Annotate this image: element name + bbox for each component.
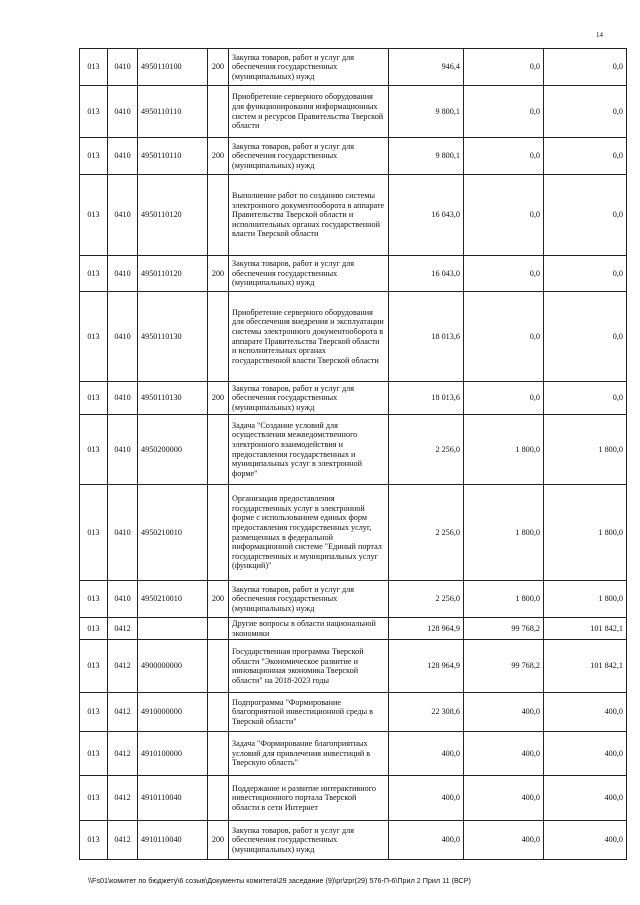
expense-type-cell: 200 xyxy=(208,256,229,292)
target-article-cell: 4910110040 xyxy=(138,776,208,821)
item-name-cell: Организация предоставления государственных услуг в электронной форме с использованием единых форм предоставления государственных услуг, размещенных в федеральной информационной системе "Единый портал государственных и муниципальных услуг (функций)" xyxy=(229,485,389,581)
table-row xyxy=(80,640,627,693)
table-row xyxy=(80,581,627,618)
item-name-cell: Закупка товаров, работ и услуг для обеспечения государственных (муниципальных) нужд xyxy=(229,138,389,175)
code-cell: 013 xyxy=(80,256,108,292)
target-article-cell: 4950110100 xyxy=(138,49,208,86)
table-row xyxy=(80,821,627,860)
sum-col2-cell: 1 800,0 xyxy=(464,485,544,581)
expense-type-cell: 200 xyxy=(208,382,229,415)
item-name-cell: Приобретение серверного оборудования для функционирования информационных систем и ресурсов Правительства Тверской области xyxy=(229,86,389,138)
section-cell: 0410 xyxy=(108,485,138,581)
item-name-cell: Задача "Создание условий для осуществления межведомственного электронного взаимодействия и предоставления государственных и муниципальных услуг в электронной форме" xyxy=(229,415,389,485)
section-cell: 0410 xyxy=(108,175,138,256)
code-cell: 013 xyxy=(80,618,108,640)
sum-col2-cell: 400,0 xyxy=(464,821,544,860)
sum-col1-cell: 18 013,6 xyxy=(389,292,464,382)
table-row xyxy=(80,175,627,256)
item-name-cell: Подпрограмма "Формирование благоприятной инвестиционной среды в Тверской области" xyxy=(229,693,389,732)
sum-col1-cell: 128 964,9 xyxy=(389,640,464,693)
item-name-cell: Государственная программа Тверской области "Экономическое развитие и инновационная экономика Тверской области" на 2018-2023 годы xyxy=(229,640,389,693)
target-article-cell: 4910000000 xyxy=(138,693,208,732)
sum-col3-cell: 1 800,0 xyxy=(544,485,627,581)
target-article-cell xyxy=(138,618,208,640)
code-cell: 013 xyxy=(80,732,108,776)
expense-type-cell: 200 xyxy=(208,138,229,175)
sum-col2-cell: 400,0 xyxy=(464,693,544,732)
section-cell: 0410 xyxy=(108,256,138,292)
sum-col1-cell: 400,0 xyxy=(389,821,464,860)
sum-col1-cell: 18 013,6 xyxy=(389,382,464,415)
sum-col1-cell: 2 256,0 xyxy=(389,581,464,618)
code-cell: 013 xyxy=(80,86,108,138)
page-number: 14 xyxy=(596,31,603,39)
code-cell: 013 xyxy=(80,821,108,860)
sum-col1-cell: 946,4 xyxy=(389,49,464,86)
sum-col3-cell: 0,0 xyxy=(544,256,627,292)
table-row xyxy=(80,382,627,415)
expense-type-cell xyxy=(208,175,229,256)
table-row xyxy=(80,693,627,732)
table-row xyxy=(80,86,627,138)
table-row xyxy=(80,256,627,292)
footer-file-path: \\Fs01\комитет по бюджету\6 созыв\Документы комитета\29 заседание (9)\pr\zpr(29) 576-П-6\Прил 2 Прил 11 (ВСР) xyxy=(88,876,471,885)
table-row xyxy=(80,415,627,485)
sum-col3-cell: 1 800,0 xyxy=(544,581,627,618)
section-cell: 0410 xyxy=(108,86,138,138)
item-name-cell: Поддержание и развитие интерактивного инвестиционного портала Тверской области в сети Интернет xyxy=(229,776,389,821)
sum-col3-cell: 0,0 xyxy=(544,292,627,382)
expense-type-cell xyxy=(208,732,229,776)
code-cell: 013 xyxy=(80,693,108,732)
item-name-cell: Задача "Формирование благоприятных условий для привлечения инвестиций в Тверскую область" xyxy=(229,732,389,776)
sum-col1-cell: 2 256,0 xyxy=(389,415,464,485)
sum-col2-cell: 0,0 xyxy=(464,256,544,292)
item-name-cell: Выполнение работ по созданию системы электронного документооборота в аппарате Правительства Тверской области и исполнительных органах государственной власти Тверской области xyxy=(229,175,389,256)
sum-col3-cell: 400,0 xyxy=(544,693,627,732)
table-row xyxy=(80,776,627,821)
expense-type-cell: 200 xyxy=(208,821,229,860)
section-cell: 0410 xyxy=(108,581,138,618)
section-cell: 0412 xyxy=(108,732,138,776)
sum-col2-cell: 0,0 xyxy=(464,175,544,256)
sum-col2-cell: 0,0 xyxy=(464,49,544,86)
sum-col1-cell: 128 964,9 xyxy=(389,618,464,640)
code-cell: 013 xyxy=(80,776,108,821)
target-article-cell: 4950110130 xyxy=(138,292,208,382)
sum-col3-cell: 0,0 xyxy=(544,49,627,86)
code-cell: 013 xyxy=(80,49,108,86)
sum-col1-cell: 2 256,0 xyxy=(389,485,464,581)
section-cell: 0410 xyxy=(108,138,138,175)
code-cell: 013 xyxy=(80,415,108,485)
sum-col2-cell: 99 768,2 xyxy=(464,640,544,693)
sum-col3-cell: 0,0 xyxy=(544,382,627,415)
code-cell: 013 xyxy=(80,175,108,256)
sum-col2-cell: 1 800,0 xyxy=(464,581,544,618)
sum-col3-cell: 400,0 xyxy=(544,776,627,821)
target-article-cell: 4950210010 xyxy=(138,581,208,618)
expense-type-cell: 200 xyxy=(208,49,229,86)
table-row xyxy=(80,485,627,581)
section-cell: 0412 xyxy=(108,776,138,821)
code-cell: 013 xyxy=(80,485,108,581)
item-name-cell: Приобретение серверного оборудования для обеспечения внедрения и эксплуатации системы электронного документооборота в аппарате Правительства Тверской области и исполнительных органах государственной власти Тверской области xyxy=(229,292,389,382)
section-cell: 0410 xyxy=(108,415,138,485)
sum-col1-cell: 400,0 xyxy=(389,776,464,821)
table-row xyxy=(80,138,627,175)
sum-col3-cell: 400,0 xyxy=(544,821,627,860)
expense-type-cell xyxy=(208,485,229,581)
sum-col1-cell: 400,0 xyxy=(389,732,464,776)
item-name-cell: Закупка товаров, работ и услуг для обеспечения государственных (муниципальных) нужд xyxy=(229,256,389,292)
section-cell: 0412 xyxy=(108,618,138,640)
sum-col1-cell: 22 308,6 xyxy=(389,693,464,732)
item-name-cell: Закупка товаров, работ и услуг для обеспечения государственных (муниципальных) нужд xyxy=(229,382,389,415)
sum-col3-cell: 0,0 xyxy=(544,86,627,138)
code-cell: 013 xyxy=(80,382,108,415)
sum-col1-cell: 16 043,0 xyxy=(389,256,464,292)
target-article-cell: 4950200000 xyxy=(138,415,208,485)
sum-col3-cell: 0,0 xyxy=(544,175,627,256)
expense-type-cell xyxy=(208,618,229,640)
section-cell: 0412 xyxy=(108,821,138,860)
sum-col1-cell: 16 043,0 xyxy=(389,175,464,256)
sum-col2-cell: 0,0 xyxy=(464,382,544,415)
item-name-cell: Закупка товаров, работ и услуг для обеспечения государственных (муниципальных) нужд xyxy=(229,821,389,860)
table-row xyxy=(80,49,627,86)
section-cell: 0412 xyxy=(108,640,138,693)
table-row xyxy=(80,732,627,776)
sum-col2-cell: 0,0 xyxy=(464,86,544,138)
section-cell: 0410 xyxy=(108,382,138,415)
item-name-cell: Другие вопросы в области национальной экономики xyxy=(229,618,389,640)
code-cell: 013 xyxy=(80,640,108,693)
expense-type-cell xyxy=(208,415,229,485)
section-cell: 0410 xyxy=(108,292,138,382)
table-row xyxy=(80,618,627,640)
expense-type-cell xyxy=(208,693,229,732)
item-name-cell: Закупка товаров, работ и услуг для обеспечения государственных (муниципальных) нужд xyxy=(229,49,389,86)
table-row xyxy=(80,292,627,382)
table-body xyxy=(80,49,627,860)
sum-col3-cell: 400,0 xyxy=(544,732,627,776)
expense-type-cell xyxy=(208,640,229,693)
target-article-cell: 4950110110 xyxy=(138,86,208,138)
target-article-cell: 4950110130 xyxy=(138,382,208,415)
sum-col3-cell: 101 842,1 xyxy=(544,640,627,693)
code-cell: 013 xyxy=(80,581,108,618)
sum-col1-cell: 9 800,1 xyxy=(389,138,464,175)
expense-type-cell xyxy=(208,86,229,138)
expense-type-cell: 200 xyxy=(208,581,229,618)
target-article-cell: 4910110040 xyxy=(138,821,208,860)
target-article-cell: 4950210010 xyxy=(138,485,208,581)
sum-col3-cell: 1 800,0 xyxy=(544,415,627,485)
sum-col3-cell: 0,0 xyxy=(544,138,627,175)
item-name-cell: Закупка товаров, работ и услуг для обеспечения государственных (муниципальных) нужд xyxy=(229,581,389,618)
target-article-cell: 4950110110 xyxy=(138,138,208,175)
sum-col2-cell: 400,0 xyxy=(464,732,544,776)
sum-col1-cell: 9 800,1 xyxy=(389,86,464,138)
sum-col2-cell: 99 768,2 xyxy=(464,618,544,640)
target-article-cell: 4950110120 xyxy=(138,175,208,256)
code-cell: 013 xyxy=(80,138,108,175)
budget-table xyxy=(79,48,627,860)
sum-col3-cell: 101 842,1 xyxy=(544,618,627,640)
expense-type-cell xyxy=(208,292,229,382)
target-article-cell: 4950110120 xyxy=(138,256,208,292)
code-cell: 013 xyxy=(80,292,108,382)
target-article-cell: 4900000000 xyxy=(138,640,208,693)
sum-col2-cell: 0,0 xyxy=(464,292,544,382)
target-article-cell: 4910100000 xyxy=(138,732,208,776)
sum-col2-cell: 1 800,0 xyxy=(464,415,544,485)
section-cell: 0410 xyxy=(108,49,138,86)
sum-col2-cell: 0,0 xyxy=(464,138,544,175)
expense-type-cell xyxy=(208,776,229,821)
sum-col2-cell: 400,0 xyxy=(464,776,544,821)
section-cell: 0412 xyxy=(108,693,138,732)
